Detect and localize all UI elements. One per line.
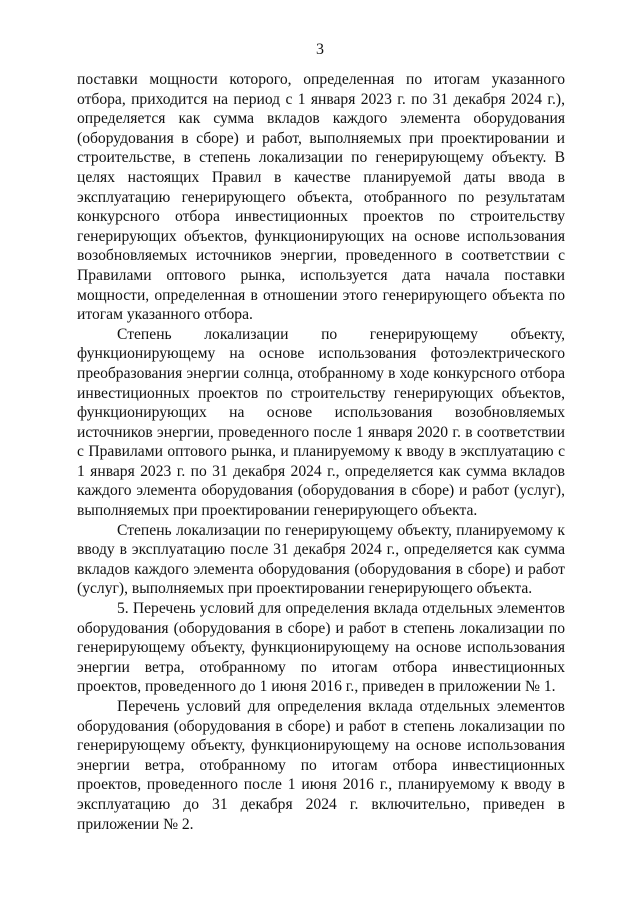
paragraph-item-5: 5. Перечень условий для определения вклада отдельных элементов оборудования (оборудования в сборе) и работ в степень локализации по генерирующему объекту, функционирующему на основе использования энергии ветра, отобранному по итогам отбора инвестиционных проектов, проведенного до 1 июня 2016 г., приведен в приложении № 1. — [77, 600, 565, 696]
paragraph-appendix-2: Перечень условий для определения вклада отдельных элементов оборудования (оборудования в сборе) и работ в степень локализации по генерирующему объекту, функционирующему на основе использования энергии ветра, отобранному по итогам отбора инвестиционных проектов, проведенного после 1 июня 2016 г., планируемому к вводу в эксплуатацию до 31 декабря 2024 г. включительно, приведен в приложении № 2. — [77, 698, 565, 833]
paragraph-post-2024-localization: Степень локализации по генерирующему объекту, планируемому к вводу в эксплуатацию после 31 декабря 2024 г., определяется как сумма вкладов каждого элемента оборудования (оборудования в сборе) и работ (услуг), выполняемых при проектировании генерирующего объекта. — [77, 521, 565, 598]
paragraph-continuation: поставки мощности которого, определенная по итогам указанного отбора, приходится на период с 1 января 2023 г. по 31 декабря 2024 г.), определяется как сумма вкладов каждого элемента оборудования (оборудования в сборе) и работ, выполняемых при проектировании и строительстве, в степень локализации по генерирующему объекту. В целях настоящих Правил в качестве планируемой даты ввода в эксплуатацию генерирующего объекта, отобранного по результатам конкурсного отбора инвестиционных проектов по строительству генерирующих объектов, функционирующих на основе использования возобновляемых источников энергии, проведенного в соответствии с Правилами оптового рынка, используется дата начала поставки мощности, определенная в отношении этого генерирующего объекта по итогам указанного отбора. — [77, 71, 565, 324]
document-body — [77, 70, 565, 834]
paragraph-solar-localization: Степень локализации по генерирующему объекту, функционирующему на основе использования фотоэлектрического преобразования энергии солнца, отобранному в ходе конкурсного отбора инвестиционных проектов по строительству генерирующих объектов, функционирующих на основе использования возобновляемых источников энергии, проведенного после 1 января 2020 г. в соответствии с Правилами оптового рынка, и планируемому к вводу в эксплуатацию с 1 января 2023 г. по 31 декабря 2024 г., определяется как сумма вкладов каждого элемента оборудования (оборудования в сборе) и работ (услуг), выполняемых при проектировании генерирующего объекта. — [77, 325, 565, 520]
page-number: 3 — [316, 41, 324, 58]
